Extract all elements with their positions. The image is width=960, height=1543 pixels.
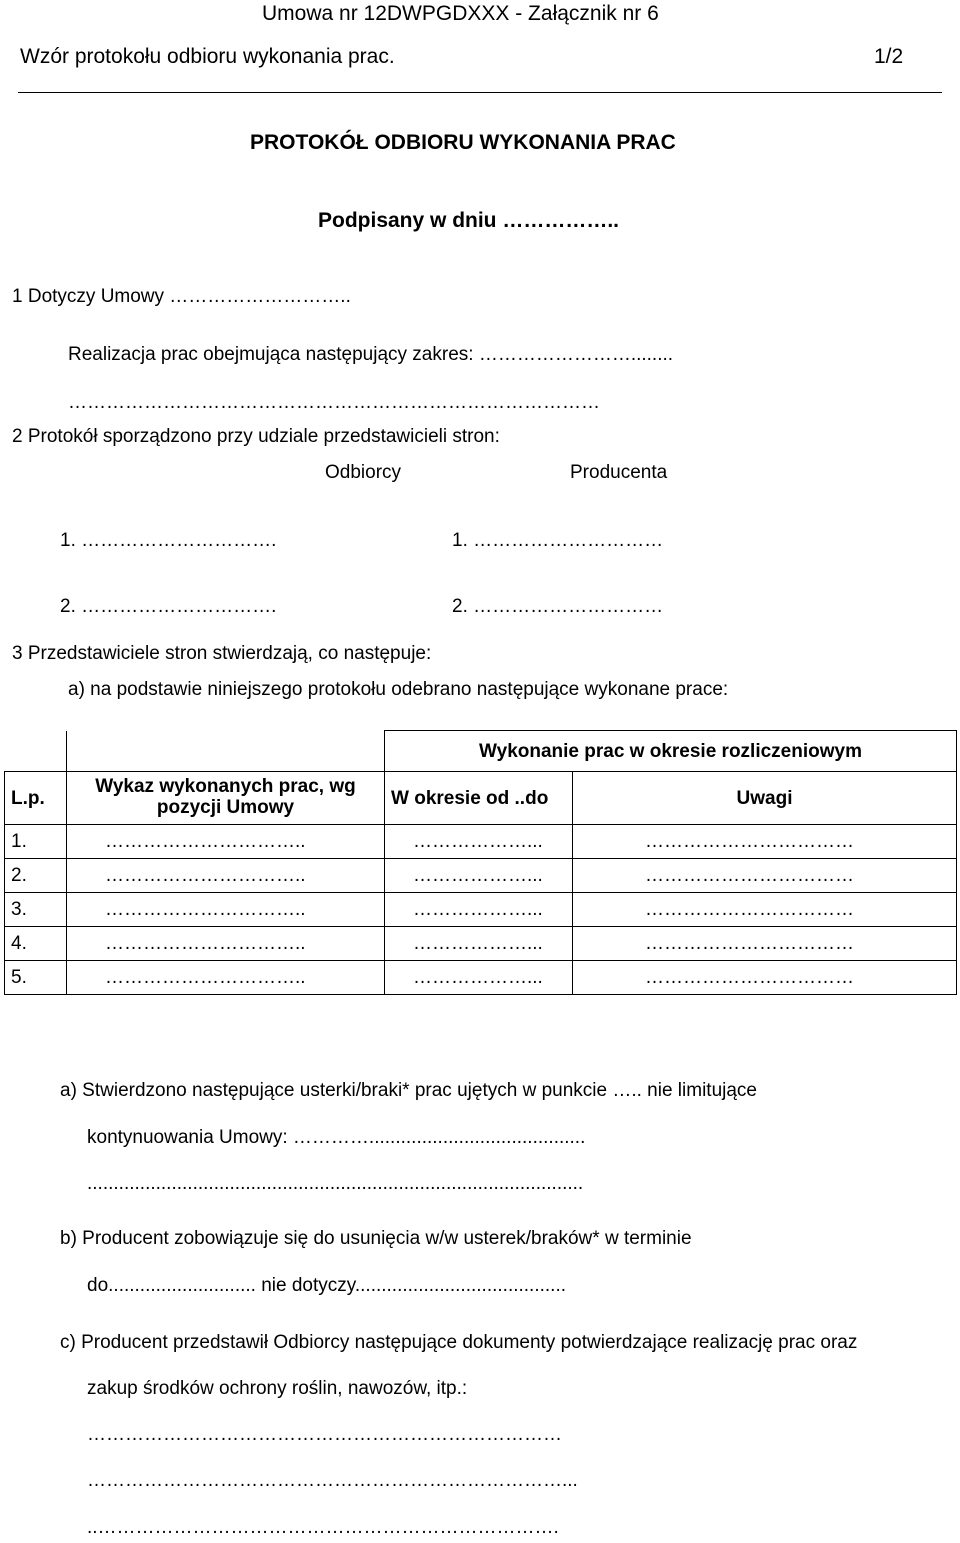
table-row	[5, 893, 957, 927]
remark-c-line-3: …………………………………………………………………	[87, 1424, 562, 1445]
table-group-header: Wykonanie prac w okresie rozliczeniowym	[385, 731, 957, 772]
row-works: …………………………..	[67, 859, 385, 893]
row-notes: ……………………………	[573, 927, 957, 961]
table-group-header-row	[5, 731, 957, 772]
row-period: ………………...	[385, 859, 573, 893]
row-lp: 5.	[5, 961, 67, 995]
scope-line: Realizacja prac obejmująca następujący zakres: ……………………........	[68, 344, 674, 365]
remark-a-line-1: a) Stwierdzono następujące usterki/braki* prac ujętych w punkcie ….. nie limitujące	[60, 1080, 757, 1101]
row-works: …………………………..	[67, 893, 385, 927]
row-works: …………………………..	[67, 825, 385, 859]
row-period: ………………...	[385, 927, 573, 961]
page-number: 1/2	[874, 45, 904, 68]
row-lp: 4.	[5, 927, 67, 961]
page-title: PROTOKÓŁ ODBIORU WYKONANIA PRAC	[250, 131, 676, 154]
row-lp: 2.	[5, 859, 67, 893]
signed-date-line: Podpisany w dniu ……………..	[318, 209, 620, 232]
remark-c-line-5: ..……………………………………………………………….	[87, 1517, 559, 1538]
column-header-lp: L.p.	[5, 772, 67, 825]
row-lp: 1.	[5, 825, 67, 859]
row-period: ………………...	[385, 961, 573, 995]
column-header-works	[67, 772, 385, 825]
remark-a-line-3: ..............................................................................................	[87, 1173, 584, 1194]
contract-annex-label: Umowa nr 12DWPGDXXX - Załącznik nr 6	[262, 2, 659, 25]
row-works: …………………………..	[67, 961, 385, 995]
section-2-heading: 2 Protokół sporządzono przy udziale przedstawicieli stron:	[12, 426, 500, 447]
column-header-works-label: Wykaz wykonanych prac, wg pozycji Umowy	[95, 776, 356, 818]
producer-representative-2: 2. …………………………	[452, 596, 664, 617]
row-notes: ……………………………	[573, 859, 957, 893]
remark-c-line-1: c) Producent przedstawił Odbiorcy następujące dokumenty potwierdzające realizację prac oraz	[60, 1332, 858, 1353]
remark-a-line-2: kontynuowania Umowy: ………….........................................	[87, 1127, 586, 1148]
remark-b-line-1: b) Producent zobowiązuje się do usunięcia w/w usterek/braków* w terminie	[60, 1228, 692, 1249]
scope-continuation-line: …………………………………………………………………………	[68, 392, 600, 413]
remark-c-line-2: zakup środków ochrony roślin, nawozów, itp.:	[87, 1378, 468, 1399]
row-notes: ……………………………	[573, 825, 957, 859]
producer-representative-1: 1. …………………………	[452, 530, 664, 551]
table-row	[5, 927, 957, 961]
table-row	[5, 859, 957, 893]
section-3-point-a: a) na podstawie niniejszego protokołu odebrano następujące wykonane prace:	[68, 679, 729, 700]
column-header-period: W okresie od ..do	[385, 772, 573, 825]
row-works: …………………………..	[67, 927, 385, 961]
row-period: ………………...	[385, 893, 573, 927]
table-row	[5, 961, 957, 995]
remark-b-line-2: do............................ nie dotyczy........................................	[87, 1275, 567, 1296]
remark-c-line-4: …………………………………………………………………...	[87, 1470, 578, 1491]
section-3-heading: 3 Przedstawiciele stron stwierdzają, co następuje:	[12, 643, 432, 664]
recipient-representative-1: 1. ………………………….	[60, 530, 277, 551]
table-column-header-row	[5, 772, 957, 825]
recipient-column-label: Odbiorcy	[325, 462, 402, 483]
producer-column-label: Producenta	[570, 462, 668, 483]
column-header-notes: Uwagi	[573, 772, 957, 825]
row-notes: ……………………………	[573, 893, 957, 927]
row-lp: 3.	[5, 893, 67, 927]
header-divider	[18, 92, 942, 93]
row-period: ………………...	[385, 825, 573, 859]
contract-reference-line: 1 Dotyczy Umowy ………………………..	[12, 286, 351, 307]
recipient-representative-2: 2. ………………………….	[60, 596, 277, 617]
table-row	[5, 825, 957, 859]
row-notes: ……………………………	[573, 961, 957, 995]
works-table	[4, 730, 957, 995]
form-title: Wzór protokołu odbioru wykonania prac.	[20, 45, 395, 68]
